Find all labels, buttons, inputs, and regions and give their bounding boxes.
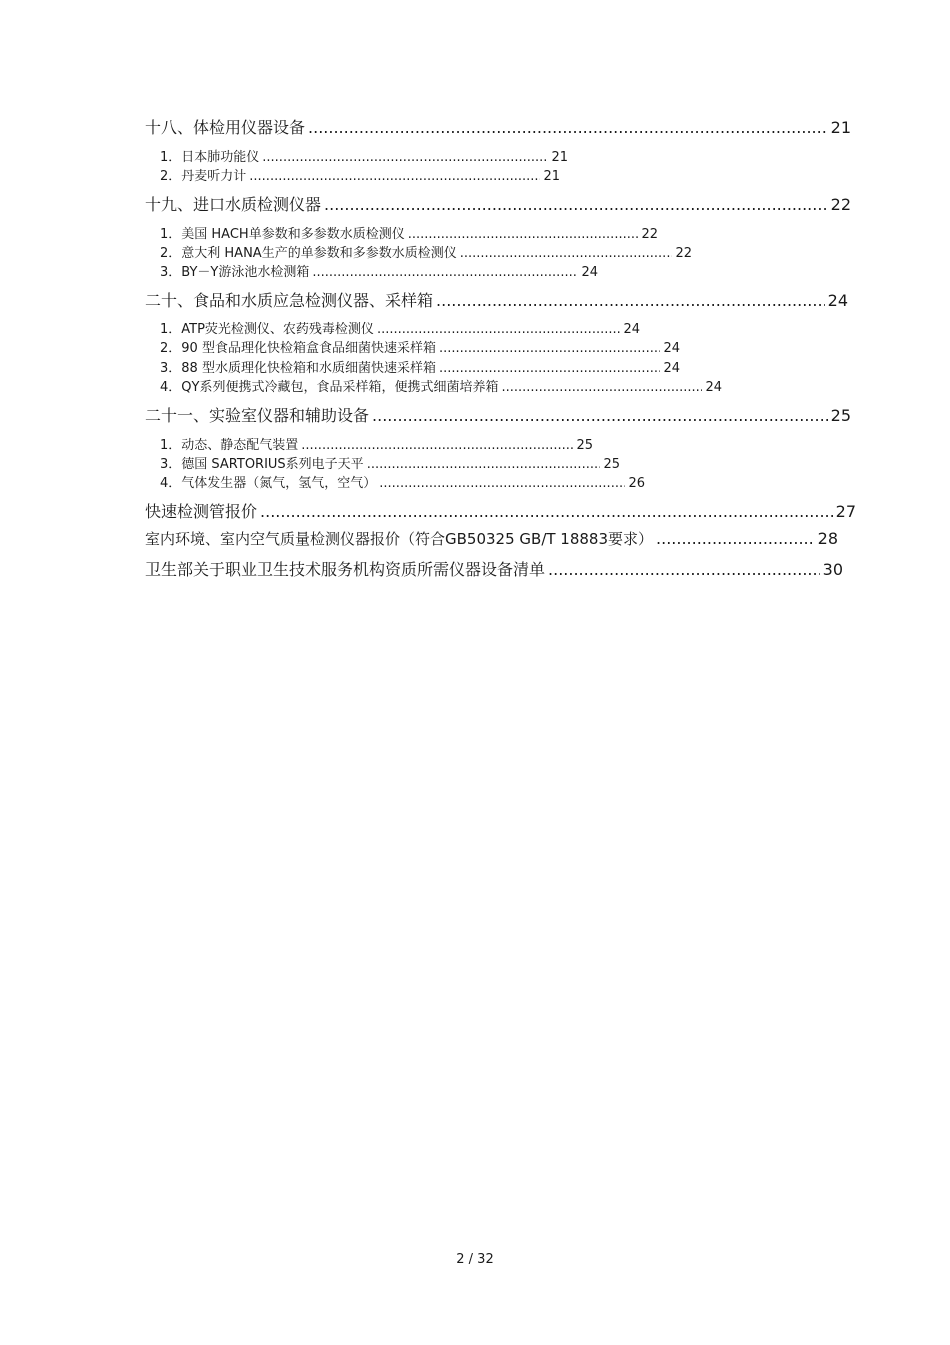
toc-leader-dots: [548, 560, 820, 579]
toc-entry-label: 3．BY－Y游泳池水检测箱: [160, 265, 310, 280]
toc-entry-page: 25: [603, 457, 620, 472]
toc-entry-page: 28: [817, 529, 838, 548]
toc-entry-label: 4．QY系列便携式冷藏包，食品采样箱，便携式细菌培养箱: [160, 380, 499, 395]
page-indicator: 2 / 32: [456, 1252, 494, 1267]
toc-entry-label: 1．美国 HACH单参数和多参数水质检测仪: [160, 227, 405, 242]
toc-entry-label: 快速检测管报价: [145, 502, 258, 521]
toc-entry-label: 1．ATP荧光检测仪、农药残毒检测仪: [160, 322, 374, 337]
toc-entry[interactable]: [160, 318, 640, 337]
toc-leader-dots: [308, 118, 828, 137]
toc-entry[interactable]: [160, 453, 620, 472]
toc-leader-dots: [249, 169, 540, 184]
toc-entry-page: 22: [675, 246, 692, 261]
toc-leader-dots: [260, 502, 833, 521]
toc-entry[interactable]: [160, 242, 692, 261]
toc-leader-dots: [367, 457, 601, 472]
toc-entry[interactable]: [160, 165, 560, 184]
toc-entry-label: 卫生部关于职业卫生技术服务机构资质所需仪器设备清单: [145, 560, 546, 579]
toc-entry[interactable]: [145, 499, 856, 522]
toc-leader-dots: [377, 322, 621, 337]
toc-entry-page: 21: [543, 169, 560, 184]
toc-leader-dots: [379, 476, 625, 491]
toc-leader-dots: [312, 265, 578, 280]
toc-entry-page: 21: [830, 118, 851, 137]
toc-entry[interactable]: [145, 528, 838, 549]
toc-entry-page: 25: [830, 406, 851, 425]
toc-leader-dots: [372, 406, 828, 425]
toc-entry-label: 4．气体发生器（氮气，氢气，空气）: [160, 476, 377, 491]
toc-entry-label: 十九、进口水质检测仪器: [145, 195, 322, 214]
toc-entry-page: 27: [835, 502, 856, 521]
toc-entry-page: 30: [822, 560, 843, 579]
toc-entry-page: 26: [628, 476, 645, 491]
toc-entry-label: 1．日本肺功能仪: [160, 150, 260, 165]
toc-entry[interactable]: [160, 357, 680, 376]
toc-entry[interactable]: [160, 472, 645, 491]
toc-entry[interactable]: [145, 115, 851, 138]
toc-leader-dots: [408, 227, 639, 242]
toc-entry[interactable]: [160, 223, 658, 242]
toc-entry-page: 25: [576, 438, 593, 453]
toc-entry-label: 2．90 型食品理化快检箱盒食品细菌快速采样箱: [160, 341, 436, 356]
toc-entry-page: 22: [830, 195, 851, 214]
toc-entry[interactable]: [145, 288, 848, 311]
toc-entry-page: 24: [663, 341, 680, 356]
toc-entry[interactable]: [160, 337, 680, 356]
toc-entry-page: 24: [705, 380, 722, 395]
toc-entry[interactable]: [160, 434, 593, 453]
toc-entry[interactable]: [145, 403, 851, 426]
toc-entry-page: 24: [581, 265, 598, 280]
toc-leader-dots: [301, 438, 573, 453]
toc-entry-label: 1．动态、静态配气装置: [160, 438, 299, 453]
toc-entry-label: 十八、体检用仪器设备: [145, 118, 306, 137]
toc-entry-page: 22: [641, 227, 658, 242]
toc-leader-dots: [324, 195, 828, 214]
toc-entry-page: 21: [551, 150, 568, 165]
toc-leader-dots: [436, 291, 825, 310]
toc-entry-label: 2．意大利 HANA生产的单参数和多参数水质检测仪: [160, 246, 457, 261]
toc-entry-label: 2．丹麦听力计: [160, 169, 247, 184]
toc-entry-label: 二十、食品和水质应急检测仪器、采样箱: [145, 291, 434, 310]
toc-leader-dots: [460, 246, 673, 261]
toc-leader-dots: [501, 380, 702, 395]
toc-entry[interactable]: [145, 192, 851, 215]
toc-entry[interactable]: [145, 557, 843, 580]
toc-entry-page: 24: [663, 361, 680, 376]
toc-entry[interactable]: [160, 261, 598, 280]
toc-leader-dots: [262, 150, 548, 165]
toc-entry-label: 二十一、实验室仪器和辅助设备: [145, 406, 370, 425]
toc-leader-dots: [439, 361, 661, 376]
toc-entry-page: 24: [827, 291, 848, 310]
toc-entry-label: 3．88 型水质理化快检箱和水质细菌快速采样箱: [160, 361, 436, 376]
toc-entry-label: 3．德国 SARTORIUS系列电子天平: [160, 457, 364, 472]
toc-leader-dots: [439, 341, 661, 356]
toc-leader-dots: [656, 529, 815, 548]
toc-entry[interactable]: [160, 376, 722, 395]
toc-entry-label: 室内环境、室内空气质量检测仪器报价（符合GB50325 GB/T 18883要求）: [145, 530, 654, 548]
toc-entry-page: 24: [623, 322, 640, 337]
toc-entry[interactable]: [160, 146, 568, 165]
